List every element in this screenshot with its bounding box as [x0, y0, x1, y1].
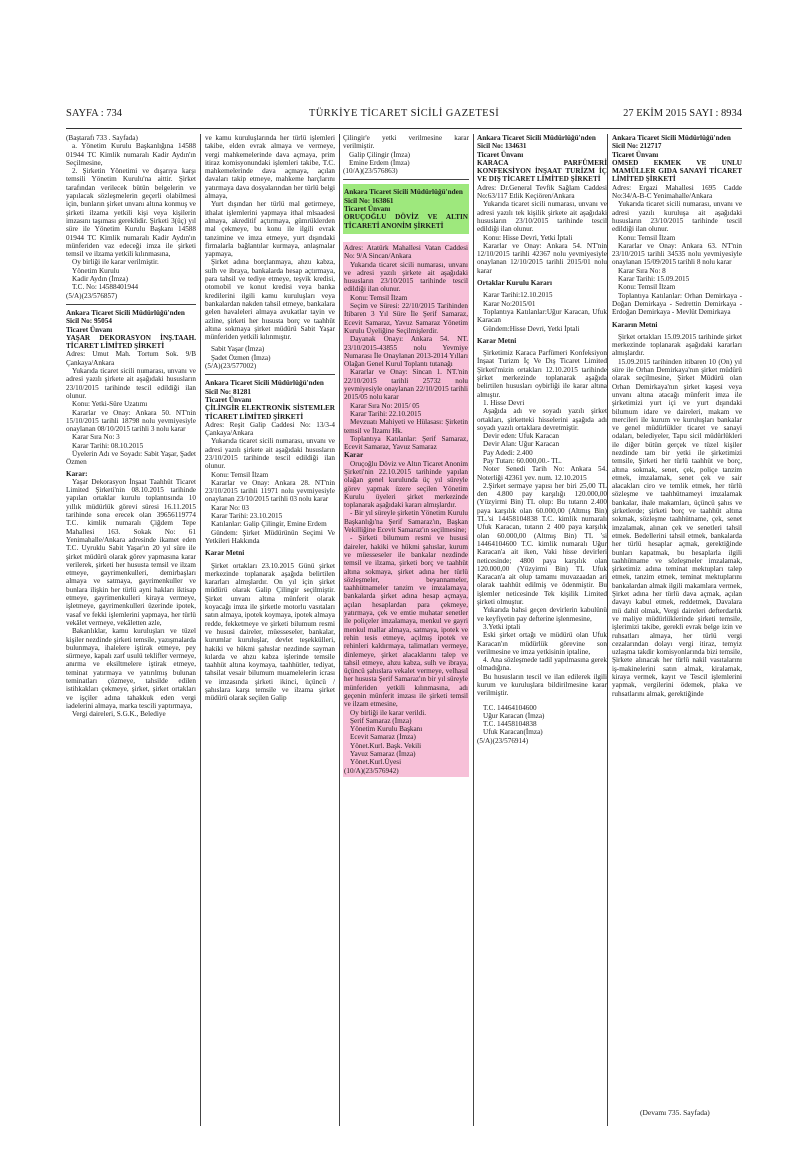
- paragraph: Dayanak Onayı: Ankara 54. NT. 23/10/2015-43855 nolu Yevmiye Numarası İle Onaylanan 2013-2014 Yılları Olağan Genel Kurul Toplantı tutanağı: [344, 335, 468, 369]
- paragraph: Kararlar ve Onay: Ankara 63. NT'nin 23/10/2015 tarihli 34535 nolu yevmiyesiyle onaylanan 15/09/2015 tarihli 8 nolu karar: [612, 241, 742, 267]
- signature-title: Yönet.Kurl. Başk. Vekili: [350, 741, 422, 750]
- notice-ref: (10/A)(23/576863): [343, 167, 398, 176]
- signature: T.C. 14464104600: [483, 703, 537, 712]
- page-header: [66, 106, 742, 124]
- paragraph: 1. Hisse Devri: [483, 398, 525, 407]
- signature: Uğur Karacan (İmza): [483, 711, 545, 720]
- paragraph: Karar Sıra No: 2015/ 05: [350, 401, 420, 410]
- paragraph: Karar Sıra No: 3: [72, 433, 120, 442]
- signature: Ecevit Samaraz (İmza): [350, 733, 416, 742]
- paragraph: 2. Şirketin Yönetimi ve dışarıya karşı temsili Yönetim Kurulu'na aittir. Şirket tarafından verilecek bütün belgelerin ve yapılacak sözleşmelerin geçerli olabilmesi için, bunların şirket unvanı altına konmuş ve şirketi ilzama yetkili kişi veya kişilerin imzasını taşıması gereklidir. Şirketi 3(üç) yıl süre ile Yönetim Kurulu Başkanı 14588 01944 TC Kimlik numaralı Kadir Aydın'ın münferiden vaz edeceği imza ile şirketi temsil ve ilzama yetkili kılınmasına,: [66, 167, 196, 259]
- company-address: Adres: Ergazi Mahallesi 1695 Cadde No:34/A-B-C Yenimahalle/Ankara: [612, 183, 742, 201]
- paragraph: Devir eden: Ufuk Karacan: [483, 432, 560, 441]
- paragraph: Pay Adedi: 2.400: [483, 448, 533, 457]
- paragraph: Devir Alan: Uğur Karacan: [483, 440, 560, 449]
- paragraph: Karar Tarihi: 15.09.2015: [618, 275, 690, 284]
- gazette-title: TÜRKİYE TİCARET SİCİLİ GAZETESİ: [308, 108, 500, 119]
- paragraph: Yukarıda bahsi geçen devirlerin kabulünü ve keyfiyetin pay defterine işlenmesine,: [477, 606, 607, 623]
- signature-title: Yönetim Kurulu Başkanı: [350, 725, 423, 734]
- paragraph: a. Yönetim Kurulu Başkanlığına 14588 01944 TC Kimlik numaralı Kadir Aydın'ın Seçilmesine,: [66, 142, 196, 167]
- paragraph: 15.09.2015 tarihinden itibaren 10 (On) yıl süre ile Orhan Demirkaya'nın şirket müdürü olarak seçilmesine, Şirket Müdürü olan Orhan Demirkaya'nın şirket kaşesi veya unvanı altına atacağı münferit imza ile şirketimizi yurt içi ve yurt dışındaki bilumum idare ve daireleri, makam ve mercileri ile kurum ve kuruluşları bankalar ve genel müdürlükler ticaret ve sanayi odaları, belediyeler, Tapu sicil müdürlükleri ile diğer bütün gerçek ve tüzel kişiler nezdinde tam bir yetki ile şirketimizi temsile, Şirketi her türlü taahhüt ve borç, altına sokmak, senet, çek, poliçe tanzim etmek, imzalamak, senet çek ve sair alacakları ciro ve temlik etmek, her türlü sözleşme ve taahhütnameyi imzalamak bankalar, ihale makamları, üçüncü şahıs ve şirketlerde; şirketi borç ve taahhüt altına sokmak, sözleşme taahhütname, çek, senet imzalamak, alınan çek ve senetleri tahsil etmek. Bedellerini tahsil etmek, bankalarda her türlü hesaplar açmak, gerektiğinde bunları kapatmak, bu hesaplarla ilgili taahhütname ve sözleşmeler imzalamak, şirketimiz adına teminat mektupları talep etmek, tanzim etmek, teminat mektuplarını bankalardan almak ilgili makamlara vermek, Şirket adına her türlü dava açmak, açılan davayı kabul etmek, reddetmek, Davalara mü dahil olmak, Vergi daireleri defterdarlık ve maliye müdürlüklerinde şirketi temsile, işlerimizi takibe, gerekli evrak belge izin ve ruhsatları almaya, her türlü vergi cezalarından dolayı vergi itiraz, temyiz uzlaşma takdir komisyonlarında bizi temsile, Şirkete alınacak her türlü nakil vasıtalarını iş-makinelerini satın almak, kiralamak, kiraya vermek, kayıt ve Tescil işlemlerini yapmak, vergilerini ödemek, plaka ve ruhsatlarını almak, gerektiğinde: [612, 357, 742, 698]
- paragraph: Pay Tutarı: 60.000,00.- TL.: [483, 456, 562, 465]
- header-rule: [66, 128, 742, 129]
- signature: Sabit Yaşar (İmza): [211, 345, 265, 354]
- notice-divider: [66, 304, 196, 305]
- notice-ref: (5/A)(23/576857): [66, 291, 118, 300]
- trade-name-label: Ticaret Ünvanı: [344, 205, 391, 214]
- paragraph: Eski şirket ortağı ve müdürü olan Ufuk Karacan'ın müdürlük görevine son verilmesine ve imza yetkisinin iptaline,: [477, 631, 607, 656]
- paragraph: Yurt dışından her türlü mal getirmeye, ithalat işlemlerini yapmaya ithal mlsaadesi almaya, akreditif açtırmaya, gümrüklerden mal çekmeye, bu konu ile ilgili evrak tanzimine ve imza etmeye, yurt dışındaki firmalarla bağlantılar kurmaya, anlaşmalar yapmaya,: [205, 200, 335, 259]
- notice-ref: (5/A)(23/576914): [477, 736, 529, 745]
- paragraph: Katılanlar: Galip Çilingir, Emine Erdem: [211, 520, 327, 529]
- company-address: Adres: Reşit Galip Caddesi No: 13/3-4 Çankaya/Ankara: [205, 420, 335, 438]
- column-divider: [339, 134, 340, 1126]
- registry-office: Ankara Ticaret Sicili Müdürlüğü'nden: [612, 134, 731, 142]
- paragraph: Mevzuatı Mahiyeti ve Hülasası: Şirketin temsil ve İlzamı Hk.: [344, 418, 468, 435]
- registry-office: Ankara Ticaret Sicili Müdürlüğü'nden: [477, 134, 596, 142]
- column-divider: [607, 134, 608, 1126]
- paragraph: Şirket ortakları 15.09.2015 tarihinde şirket merkezinde toplanarak aşağıdaki kararları almışlardır.: [612, 332, 742, 358]
- paragraph: Kararlar ve Onay: Sincan 1. NT.'nin 22/10/2015 tarihli 25732 nolu yevmiyesiyle onaylanan 22/10/2015 tarihli 2015/05 nolu karar: [344, 368, 468, 402]
- paragraph: 3.Yetki iptali: [483, 622, 521, 631]
- notice-divider: [343, 179, 469, 180]
- paragraph: Yukarıda ticaret sicili numarası, unvanı ve adresi yazılı kuruluşa ait aşağıdaki hususların 23/10/2015 tarihinde tescil edildiği ilan olunur.: [612, 200, 742, 234]
- issue-date: 27 EKİM 2015 SAYI : 8934: [623, 108, 742, 119]
- highlighted-company-header: [343, 184, 469, 233]
- notice-ref: (5/A)(23/577002): [205, 362, 257, 371]
- section-heading: Karar Metni: [205, 549, 245, 558]
- signature: Şadet Özmen (İmza): [211, 353, 271, 362]
- paragraph: Kadir Aydın (İmza): [72, 275, 129, 284]
- registry-number: Sicil No: 95054: [66, 317, 112, 326]
- continued-footer: (Devamı 735. Sayfada): [640, 1108, 710, 1117]
- section-heading: Ortaklar Kurulu Kararı: [477, 279, 552, 288]
- company-name: ÇİLİNGİR ELEKTRONİK SİSTEMLER TİCARET LİMİTED ŞİRKETİ: [205, 404, 335, 421]
- column-divider: [200, 134, 201, 1126]
- paragraph: Karar Tarihi: 23.10.2015: [211, 512, 283, 521]
- paragraph: Konu: Temsil İlzam: [618, 283, 676, 292]
- registry-number: Sicil No: 212717: [612, 142, 662, 151]
- paragraph: Yukarıda ticaret sicili numarası, unvanı ve adresi yazılı şirkete ait aşağıdaki hususların 23/10/2015 tarihinde tescil edildiği ilan olunur.: [66, 367, 196, 400]
- paragraph: Yukarıda ticaret sicili numarası, unvanı ve adresi yazılı tek kişilik şirkete ait aşağıdaki hususların 23/10/2015 tarihinde tescil edildiği ilan olunur.: [477, 200, 607, 234]
- paragraph: Yaşar Dekorasyon İnşaat Taahhüt Ticaret Limited Şirketi'nin 08.10.2015 tarihinde yapılan ortaklar kurulu toplantısında 10 yıllık müdürlük görevi süresi 16.11.2015 tarihinde sona erecek olan 39656119774 T.C. kimlik numaralı Çiğdem Tepe Mahallesi 163. Sokak No: 61 Yenimahalle/Ankara adresinde ikamet eden T.C. Uyruklu Sabit Yaşar'ın 20 yıl süre ile şirket müdürü olarak görev yapmasına karar verilerek, şirketi her hususta temsil ve ilzam etmeye, gayrimenkulleri, demirbaşları almaya ve satmaya, gayrimenkuller ve bunlara ilişkin her türlü ayni hakları iktisap etmeye, gayrimenkulleri kiraya vermeye, işletmeye, gayrimenkulleri üzerinde ipotek, vasaf ve fekki işlemlerini yapmaya, her türlü vekâlet vermeye, vekâletten azle,: [66, 477, 196, 627]
- paragraph: - Bir yıl süreyle şirketin Yönetim Kurulu Başkanlığı'na Şerif Samaraz'ın, Başkan Vekilliğine Ecevit Samaraz'ın seçilmesine;: [344, 509, 468, 535]
- paragraph: Vergi daireleri, S.G.K., Belediye: [72, 710, 166, 719]
- column-4: [477, 134, 607, 1124]
- paragraph: Seçim ve Süresi: 22/10/2015 Tarihinden İtibaren 3 Yıl Süre İle Şerif Samaraz, Ecevit Samaraz, Yavuz Samaraz Yönetim Kurulu Üyeliğine Seçilmişlerdir.: [344, 302, 468, 335]
- paragraph: Karar Tarihi:12.10.2015: [483, 291, 553, 300]
- paragraph: Karar Tarihi: 22.10.2015: [350, 409, 422, 418]
- registry-number: Sicil No: 163861: [344, 196, 394, 205]
- paragraph: Karar No: 03: [211, 503, 249, 512]
- paragraph: Konu: Yetki-Süre Uzatımı: [72, 400, 148, 409]
- paragraph: Kararlar ve Onay: Ankara 28. NT'nin 23/10/2015 tarihli 11971 nolu yevmiyesiyle onaylanan 23/10/2015 tarihli 03 nolu karar: [205, 478, 335, 504]
- column-5: [612, 134, 742, 1124]
- continued-note: (Baştarafı 733 . Sayfada): [66, 134, 138, 142]
- trade-name-label: Ticaret Ünvanı: [205, 395, 252, 404]
- notice-divider: [205, 374, 335, 375]
- company-name: KARACA PARFÜMERİ KONFEKSİYON İNŞAAT TURİZM İÇ VE DIŞ TİCARET LİMİTED ŞİRKETİ: [477, 158, 607, 184]
- paragraph: T.C. No: 14588401944: [72, 283, 139, 292]
- paragraph: Toplantıya Katılanlar:Uğur Karacan, Ufuk Karacan: [477, 307, 607, 325]
- company-name: OMSED EKMEK VE UNLU MAMÜLLER GIDA SANAYİ TİCARET LİMİTED ŞİRKETİ: [612, 158, 742, 184]
- paragraph: Kararlar ve Onay: Ankara 50. NT'nin 15/10/2015 tarihli 18798 nolu yevmiyesiyle onaylanan 08/10/2015 tarihli 3 nolu karar: [66, 408, 196, 434]
- section-heading: Karar Metni: [477, 336, 517, 345]
- column-1: [66, 134, 196, 1124]
- page-number: SAYFA : 734: [66, 108, 123, 119]
- paragraph: Üyelerin Adı ve Soyadı: Sabit Yaşar, Şadet Özmen: [66, 449, 196, 467]
- trade-name-label: Ticaret Ünvanı: [612, 150, 659, 159]
- column-3: [343, 134, 469, 1124]
- paragraph: - Şirketi bilumum resmi ve hususi daireler, hakiki ve hükmi şahıslar, kurum ve müesseseler ile bankalar nezdinde temsil ve ilzama, şirketi borç ve taahhüt altına sokmaya, şirket adına her türlü sözleşmeler, beyannameler, taahhütnameler tanzim ve imzalamaya, bankalarda şirket adına hesap açmaya, açılan hesaplardan para çekmeye, yatırmaya, çek ve emtie muhatar senetler ile poliçeler imzalamaya, menkul ve gayri menkul mallar almaya, satmaya, ipotek ve rehin tesis etmeye, açılmış ipotek ve rehinleri kaldırmaya, talimatları vermeye, dinlemeye, şirket alacaklarını talep ve tahsil etmeye, ahzu kabza, sulh ve ibraya, üçüncü şahıslara vekalet vermeye, velhasıl her hususta Şerif Samaraz'ın bir yıl süreyle münferiden yetkili kılınmasına, adı geçenin münferit imzası ile şirketi temsil ve ilzam etmesine,: [344, 534, 468, 709]
- paragraph: Gündem: Şirket Müdürünün Seçimi Ve Yetkileri Hakkında: [205, 528, 335, 545]
- paragraph: Oy birliği ile karar verilmiştir.: [72, 258, 159, 267]
- registry-office: Ankara Ticaret Sicili Müdürlüğü'nden: [205, 379, 324, 388]
- company-address: Adres: Umut Mah. Tortum Sok. 9/B Çankaya/Ankara: [66, 350, 196, 367]
- paragraph: Çilingir'e yetki verilmesine karar verilmiştir.: [343, 134, 469, 151]
- paragraph: Konu: Temsil İlzam: [618, 233, 676, 242]
- paragraph: Oruçoğlu Döviz ve Altın Ticaret Anonim Şirketi'nin 22.10.2015 tarihinde yapılan olağan genel kurulunda üç yıl süreyle görev yapmak üzere seçilen Yönetim Kurulu üyeleri şirket merkezinde toplanarak aşağıdaki kararı almışlardır.: [344, 459, 468, 510]
- paragraph: Konu: Hisse Devri, Yetki İptali: [483, 233, 573, 242]
- column-divider: [473, 134, 474, 1126]
- section-heading: Karar:: [66, 469, 88, 478]
- trade-name-label: Ticaret Ünvanı: [66, 325, 113, 334]
- paragraph: ve kamu kuruluşlarında her türlü işlemleri takibe, elden evrak almaya ve vermeye, vergi mahkemelerinde dava açmaya, prim itiraz komisyonundaki işlemleri takibe, T.C. mahkemelerinde dava açmaya, açılan davaları takip etmeye, mahkeme harçlarını yatırmaya dava dosyalarından her türlü belgi almaya,: [205, 134, 335, 201]
- section-heading: Karar: [344, 451, 364, 460]
- signature: Şerif Samaraz (İmza): [350, 716, 412, 725]
- company-address: Adres: Atatürk Mahallesi Vatan Caddesi No: 9/A Sincan/Ankara: [344, 243, 468, 261]
- paragraph: Aşağıda adı ve soyadı yazılı şirket ortakları, şirketteki hisselerini aşağıda adı soyadı yazılı ortaklara devretmiştir.: [477, 407, 607, 432]
- trade-name-label: Ticaret Ünvanı: [477, 150, 524, 159]
- signature: Yavuz Samaraz (İmza): [350, 750, 416, 759]
- company-name: YAŞAR DEKORASYON İNŞ.TAAH. TİCARET LİMİTED ŞİRKETİ: [66, 333, 196, 351]
- column-2: [205, 134, 335, 1124]
- registry-number: Sicil No: 134631: [477, 142, 527, 151]
- paragraph: Kararlar ve Onay: Ankara 54. NT'nin 12/10/2015 tarihli 42367 nolu yevmiyesiyle onaylanan 12/10/2015 tarihli 2015/01 nolu karar: [477, 241, 607, 275]
- paragraph: Şirket ortakları 23.10.2015 Günü şirket merkezinde toplanarak aşağıda belirtilen kararları almışlardır. On yıl için şirket müdürü olarak Galip Çilingir seçilmiştir. Şirket unvanı altına münferit olarak koyacağı imza ile şirketle motorlu vasıtaları satın almaya, ipotek koymaya, ipotek almaya redde, fekketmeye ve şirketi bilumum resmi ve hususi daireler, müesseseler, bankalar, kurumlar kuruluşlar, devlet teşekkülleri, hakiki ve hükmi şahıslar nezdinde sayman kılarda ve ahzu kabza işlerinde temsile taahhüt altına koymaya, taahhütler, tediyat, tahsilat vesair bilumum muamelelerin icrası ve imzasında şirketi ikinci, üçüncü / şahıslara karşı temsile ve ilzama şirket müdürü olarak seçilen Galip: [205, 561, 335, 703]
- paragraph: Konu: Temsil İlzam: [211, 470, 269, 479]
- signature-title: Yönet.Kurl.Üyesi: [350, 758, 402, 767]
- paragraph: Toplantıya Katılanlar: Orhan Demirkaya - Doğan Demirkaya - Sedrettin Demirkaya - Erdoğan Demirkaya - Mevlüt Demirkaya: [612, 291, 742, 317]
- paragraph: Karar Sıra No: 8: [618, 266, 666, 275]
- paragraph: Şirketimiz Karaca Parfümeri Konfeksiyon İnşaat Turizm İç Ve Dış Ticaret Limited Şirketi'mizin ortakları 12.10.2015 tarihinde şirket merkezinde toplanarak aşağıda belirtilen hususları oybirliği ile karar altına almıştır.: [477, 349, 607, 399]
- notice-ref: (10/A)(23/576942): [344, 766, 399, 775]
- paragraph: 4. Ana sözleşmede tadil yapılmasına gerek olmadığına.: [477, 656, 607, 673]
- paragraph: Yönetim Kurulu: [72, 266, 120, 275]
- signature: Galip Çilingir (İmza): [349, 150, 411, 159]
- paragraph: Yukarıda ticaret sicili numarası, unvanı ve adresi yazılı şirkete ait aşağıdaki hususların 23/10/2015 tarihinde tescil edildiği ilan olunur.: [205, 437, 335, 471]
- paragraph: Bakanlıklar, kamu kuruluşları ve tüzel kişiler nezdinde şirketi temsile, yazışmalarda bulunmaya, ihalelere iştirak etmeye, pey sürmeye, kapalı zarf usulü teklifler vermeye, anırma ve eksiltmelere iştirak etmeye, teminat yatırmaya ve yatırılmış bulunan teminatları çözmeye, tahsilde edilen istihkakları çekmeye, şirket, şirket ortakları ve işçiler adına tahakkuk eden vergi iadelerini almaya, marka tescili yaptırmaya,: [66, 627, 196, 710]
- paragraph: Karar No:2015/01: [483, 299, 536, 308]
- paragraph: Oy birliği ile karar verildi.: [350, 708, 427, 717]
- paragraph: Gündem:Hisse Devri, Yetki İptali: [483, 324, 580, 333]
- paragraph: Konu: Temsil İlzam: [350, 293, 408, 302]
- signature: Emine Erdem (İmza): [349, 158, 410, 167]
- company-address: Adres: Dr.General Tevfik Sağlam Caddesi No:63/117 Etlik Keçiören/Ankara: [477, 183, 607, 201]
- paragraph: Karar Tarihi: 08.10.2015: [72, 441, 144, 450]
- registry-office: Ankara Ticaret Sicili Müdürlüğü'nden: [66, 308, 185, 317]
- paragraph: Noter Senedi Tarih No: Ankara 54. Noterliği 42361 yev. num. 12.10.2015: [477, 465, 607, 482]
- paragraph: 2.Şirket sermaye yapısı her biri 25,00 TL den 4.800 pay karşılığı 120.000,00 (Yüzyirmi Bin) TL olup: Bu tutarın 2.400 paya karşılık olan 60.000,00 (Altmış Bin) TL.'si 14458104838 T.C. kimlik numaralı Ufuk Karacan, tutarın 2 400 paya karşılık olan 60.000,00 (Altmış Bin) TL 'si 14464104600 T.C. kimlik numaralı Uğur Karacan'a ait iken, Vaki hisse devirleri neticesinde; 4800 paya karşılık olan 120.000,00 (Yüzyirmi Bin) TL Ufuk Karacan'a ait olup tamamı muvazaadan ari olarak taahhüt edilmiş ve ödenmiştir. Bu işlemler neticesinde Tek kişilik Limited şirketi olmuştur.: [477, 481, 607, 607]
- signature: T.C. 14458104838: [483, 720, 537, 729]
- company-name: ORUÇOĞLU DÖVİZ VE ALTIN TİCARETİ ANONİM ŞİRKETİ: [344, 213, 468, 230]
- signature: Ufuk Karacan(İmza): [483, 728, 543, 737]
- registry-office: Ankara Ticaret Sicili Müdürlüğü'nden: [344, 188, 463, 197]
- section-heading: Kararın Metni: [612, 320, 658, 329]
- highlighted-notice-body: [343, 242, 469, 777]
- registry-number: Sicil No: 81281: [205, 387, 251, 396]
- paragraph: Şirket adına borçlanmaya, ahzu kabza, sulh ve ibraya, bankalarda hesap açtırmaya, para tahsil ve tediye etmeye, teşvik kredisi, otomobil ve konut kredisi veya banka kredilerini ilgili kamu kuruluşları veya bankalardan nakden tahsil etmeye, bankalara gelen havaleleri almaya avukatlar tayin ve azline, şirketi her hususta borç ve taahhüt altına sokmaya şirket müdürü Sabit Yaşar münferiden yetkili kılınmıştır.: [205, 258, 335, 342]
- paragraph: Toplantıya Katılanlar: Şerif Samaraz, Ecevit Samaraz, Yavuz Samaraz: [344, 434, 468, 452]
- paragraph: Yukarıda ticaret sicili numarası, unvanı ve adresi yazılı şirkete ait aşağıdaki hususların 23/10/2015 tarihinde tescil edildiği ilan olunur.: [344, 260, 468, 294]
- paragraph: Bu hususların tescil ve ilan edilerek ilgili kurum ve kuruluşlara bildirilmesine karar verilmiştir.: [477, 672, 607, 698]
